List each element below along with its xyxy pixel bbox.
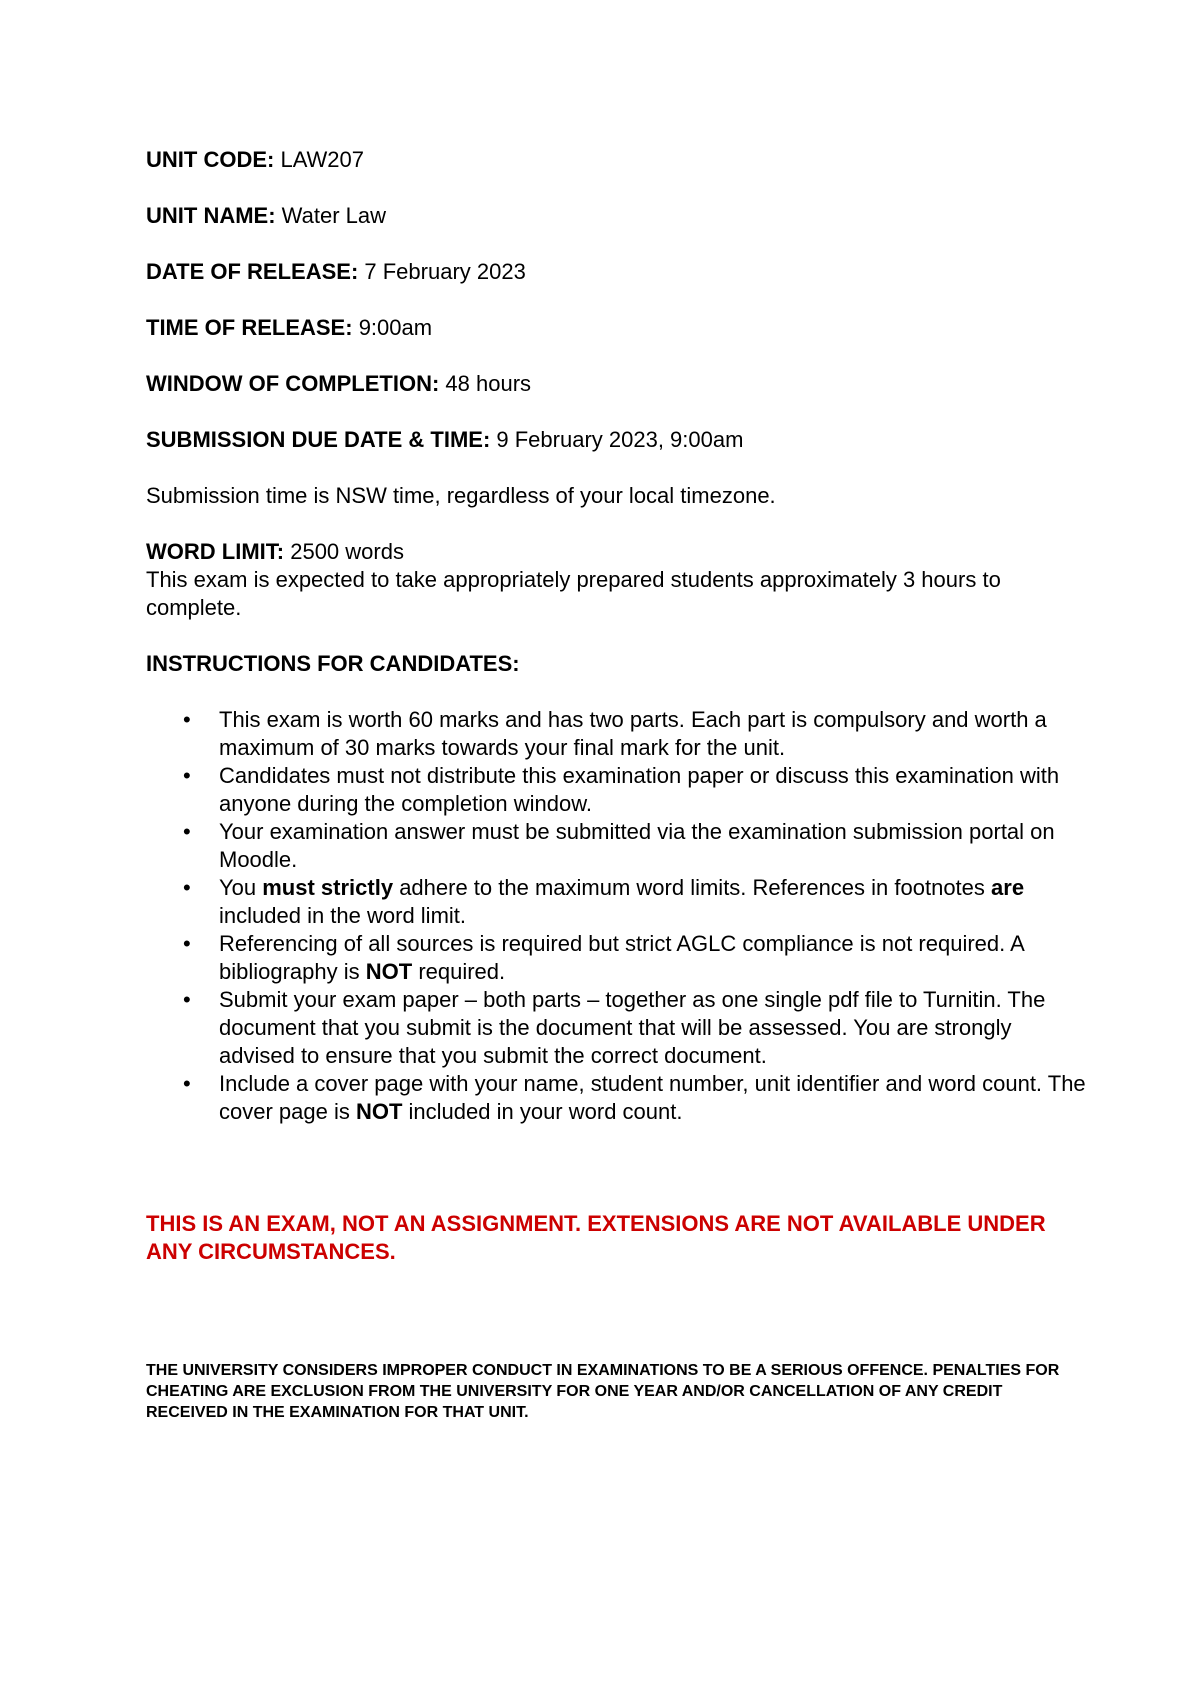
unit-name-field <box>146 202 1086 230</box>
instruction-text: required. <box>412 959 506 984</box>
instruction-text: adhere to the maximum word limits. References in footnotes <box>393 875 992 900</box>
submission-time-note: Submission time is NSW time, regardless of your local timezone. <box>146 483 776 508</box>
instruction-item <box>146 762 1086 818</box>
emphasis-text: must strictly <box>262 875 394 900</box>
instruction-text: Include a cover page with your name, student number, unit identifier and word count. The cover page is <box>219 1071 1086 1124</box>
word-limit-field <box>146 538 1086 566</box>
submission-due-field <box>146 426 1086 454</box>
emphasis-text: are <box>991 875 1025 900</box>
field-label: DATE OF RELEASE: <box>146 259 359 284</box>
instruction-text: included in the word limit. <box>219 903 467 928</box>
unit-code-field <box>146 146 1086 174</box>
bullet-icon: • <box>183 819 191 844</box>
instruction-item <box>146 930 1086 986</box>
field-label: WINDOW OF COMPLETION: <box>146 371 440 396</box>
field-value: 9:00am <box>358 315 433 340</box>
emphasis-text: NOT <box>365 959 413 984</box>
bullet-icon: • <box>183 931 191 956</box>
instruction-text: Referencing of all sources is required but strict AGLC compliance is not required. A bibliography is <box>219 931 1024 984</box>
instruction-item <box>146 706 1086 762</box>
field-value: 7 February 2023 <box>364 259 526 284</box>
instruction-text: Your examination answer must be submitted via the examination submission portal on Moodle. <box>219 819 1055 872</box>
bullet-icon: • <box>183 875 191 900</box>
field-label: UNIT NAME: <box>146 203 276 228</box>
date-of-release-field <box>146 258 1086 286</box>
emphasis-text: NOT <box>355 1099 403 1124</box>
instructions-heading: INSTRUCTIONS FOR CANDIDATES: <box>146 651 520 676</box>
field-value: LAW207 <box>280 147 365 172</box>
field-label: TIME OF RELEASE: <box>146 315 353 340</box>
field-label: UNIT CODE: <box>146 147 275 172</box>
bullet-icon: • <box>183 707 191 732</box>
bullet-icon: • <box>183 1071 191 1096</box>
instruction-text: Submit your exam paper – both parts – together as one single pdf file to Turnitin. The document that you submit is the document that will be assessed. You are strongly advised to ensure that you submit the correct document. <box>219 987 1046 1068</box>
field-value: Water Law <box>281 203 386 228</box>
instruction-text: This exam is worth 60 marks and has two parts. Each part is compulsory and worth a maximum of 30 marks towards your final mark for the unit. <box>219 707 1047 760</box>
field-value: 2500 words <box>290 539 404 564</box>
bullet-icon: • <box>183 987 191 1012</box>
no-extensions-warning: THIS IS AN EXAM, NOT AN ASSIGNMENT. EXTENSIONS ARE NOT AVAILABLE UNDER ANY CIRCUMSTANCES. <box>146 1211 1046 1264</box>
field-label: WORD LIMIT: <box>146 539 285 564</box>
instruction-text: You <box>219 875 263 900</box>
instruction-text: Candidates must not distribute this examination paper or discuss this examination with anyone during the completion window. <box>219 763 1060 816</box>
misconduct-notice: THE UNIVERSITY CONSIDERS IMPROPER CONDUCT IN EXAMINATIONS TO BE A SERIOUS OFFENCE. PENALTIES FOR CHEATING ARE EXCLUSION FROM THE UNIVERSITY FOR ONE YEAR AND/OR CANCELLATION OF ANY CREDIT RECEIVED IN THE EXAMINATION FOR THAT UNIT. <box>146 1362 1060 1421</box>
bullet-icon: • <box>183 763 191 788</box>
exam-cover-page <box>146 146 1086 1439</box>
field-value: 48 hours <box>445 371 532 396</box>
instruction-item <box>146 1070 1086 1126</box>
expected-time-note: This exam is expected to take appropriately prepared students approximately 3 hours to complete. <box>146 567 1001 620</box>
instruction-item <box>146 818 1086 874</box>
time-of-release-field <box>146 314 1086 342</box>
instruction-text: included in your word count. <box>402 1099 683 1124</box>
field-label: SUBMISSION DUE DATE & TIME: <box>146 427 491 452</box>
window-of-completion-field <box>146 370 1086 398</box>
instructions-list <box>146 706 1086 1126</box>
field-value: 9 February 2023, 9:00am <box>496 427 744 452</box>
instruction-item <box>146 874 1086 930</box>
instruction-item <box>146 986 1086 1070</box>
